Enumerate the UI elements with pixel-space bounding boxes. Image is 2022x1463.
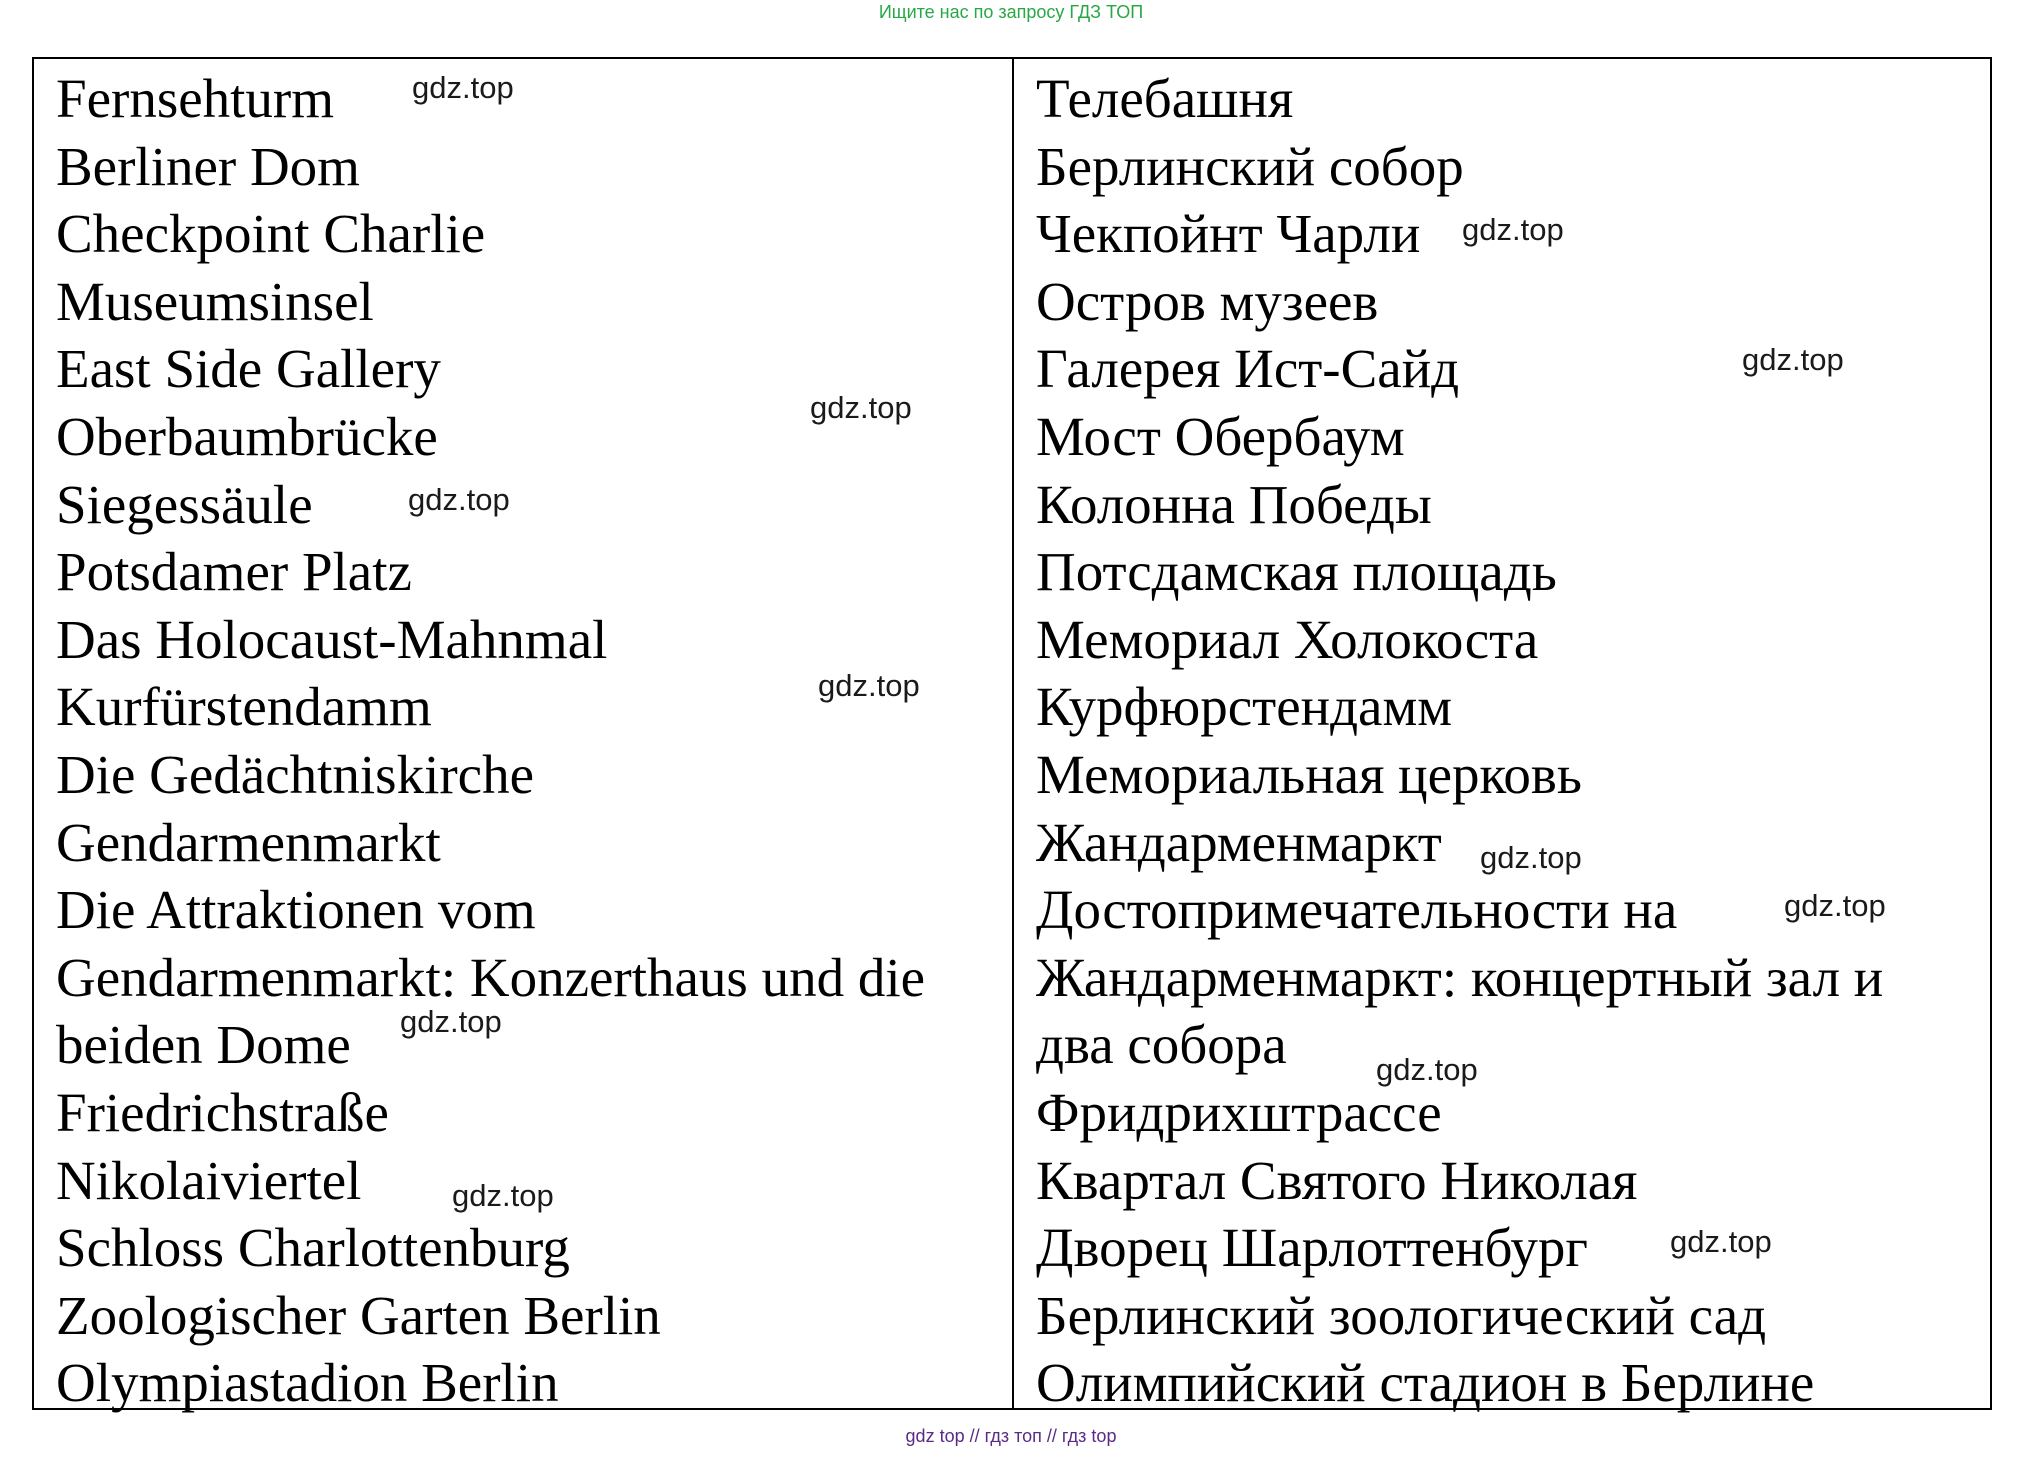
watermark: gdz.top	[1480, 840, 1582, 875]
german-line: Fernsehturm	[56, 68, 335, 129]
german-line: East Side Gallery	[56, 338, 441, 400]
german-line: Berliner Dom	[56, 135, 360, 197]
russian-line: Остров музеев	[1036, 270, 1379, 332]
german-line: Checkpoint Charlie	[56, 203, 486, 265]
russian-line: Жандарменмаркт	[1036, 811, 1442, 873]
watermark: gdz.top	[1742, 342, 1844, 377]
russian-line: Жандарменмаркт: концертный зал и	[1036, 946, 1884, 1008]
russian-line: Мемориал Холокоста	[1036, 608, 1539, 670]
russian-line: Фридрихштрассе	[1036, 1081, 1442, 1143]
german-line: Die Gedächtniskirche	[56, 743, 535, 805]
russian-line: Берлинский собор	[1036, 135, 1464, 197]
russian-line: Мост Обербаум	[1036, 405, 1405, 467]
header-note: Ищите нас по запросу ГДЗ ТОП	[878, 2, 1144, 22]
watermark: gdz.top	[1376, 1052, 1478, 1087]
russian-column	[1014, 59, 1990, 1414]
watermark: gdz.top	[1670, 1224, 1772, 1259]
russian-line: Дворец Шарлоттенбург	[1036, 1217, 1588, 1279]
russian-line: два собора	[1036, 1014, 1287, 1076]
russian-line: Достопримечательности на	[1036, 879, 1678, 941]
german-line: Oberbaumbrücke	[56, 405, 438, 467]
german-line: Kurfürstendamm	[56, 676, 432, 738]
russian-line: Чекпойнт Чарли	[1036, 203, 1421, 265]
german-line: Das Holocaust-Mahnmal	[56, 608, 608, 670]
german-line: Schloss Charlottenburg	[56, 1217, 570, 1279]
german-line: Zoologischer Garten Berlin	[56, 1284, 661, 1346]
russian-line: Квартал Святого Николая	[1036, 1149, 1638, 1211]
russian-line: Олимпийский стадион в Берлине	[1036, 1352, 1815, 1414]
watermark: gdz.top	[408, 482, 510, 517]
german-line: Die Attraktionen vom	[56, 879, 536, 941]
russian-line: Телебашня	[1036, 68, 1294, 129]
translation-table	[32, 57, 1992, 1414]
german-line: Gendarmenmarkt	[56, 811, 441, 873]
watermark: gdz.top	[412, 70, 514, 105]
russian-line: Колонна Победы	[1036, 473, 1432, 535]
russian-line: Потсдамская площадь	[1036, 541, 1557, 603]
german-line: Museumsinsel	[56, 270, 374, 332]
german-line: Friedrichstraße	[56, 1081, 389, 1143]
german-line: Olympiastadion Berlin	[56, 1352, 559, 1414]
russian-line: Берлинский зоологический сад	[1036, 1284, 1767, 1346]
watermark: gdz.top	[818, 668, 920, 703]
footer-note: gdz top // гдз топ // гдз top	[905, 1426, 1117, 1446]
watermark: gdz.top	[452, 1178, 554, 1213]
russian-line: Галерея Ист-Сайд	[1036, 338, 1460, 400]
german-line: Nikolaiviertel	[56, 1149, 362, 1211]
watermark: gdz.top	[810, 390, 912, 425]
watermark: gdz.top	[400, 1004, 502, 1039]
watermark: gdz.top	[1462, 212, 1564, 247]
german-line: beiden Dome	[56, 1014, 351, 1076]
german-line: Siegessäule	[56, 473, 313, 535]
russian-line: Мемориальная церковь	[1036, 743, 1582, 805]
german-line: Gendarmenmarkt: Konzerthaus und die	[56, 946, 926, 1008]
german-line: Potsdamer Platz	[56, 541, 412, 603]
watermark: gdz.top	[1784, 888, 1886, 923]
russian-line: Курфюрстендамм	[1036, 676, 1453, 738]
